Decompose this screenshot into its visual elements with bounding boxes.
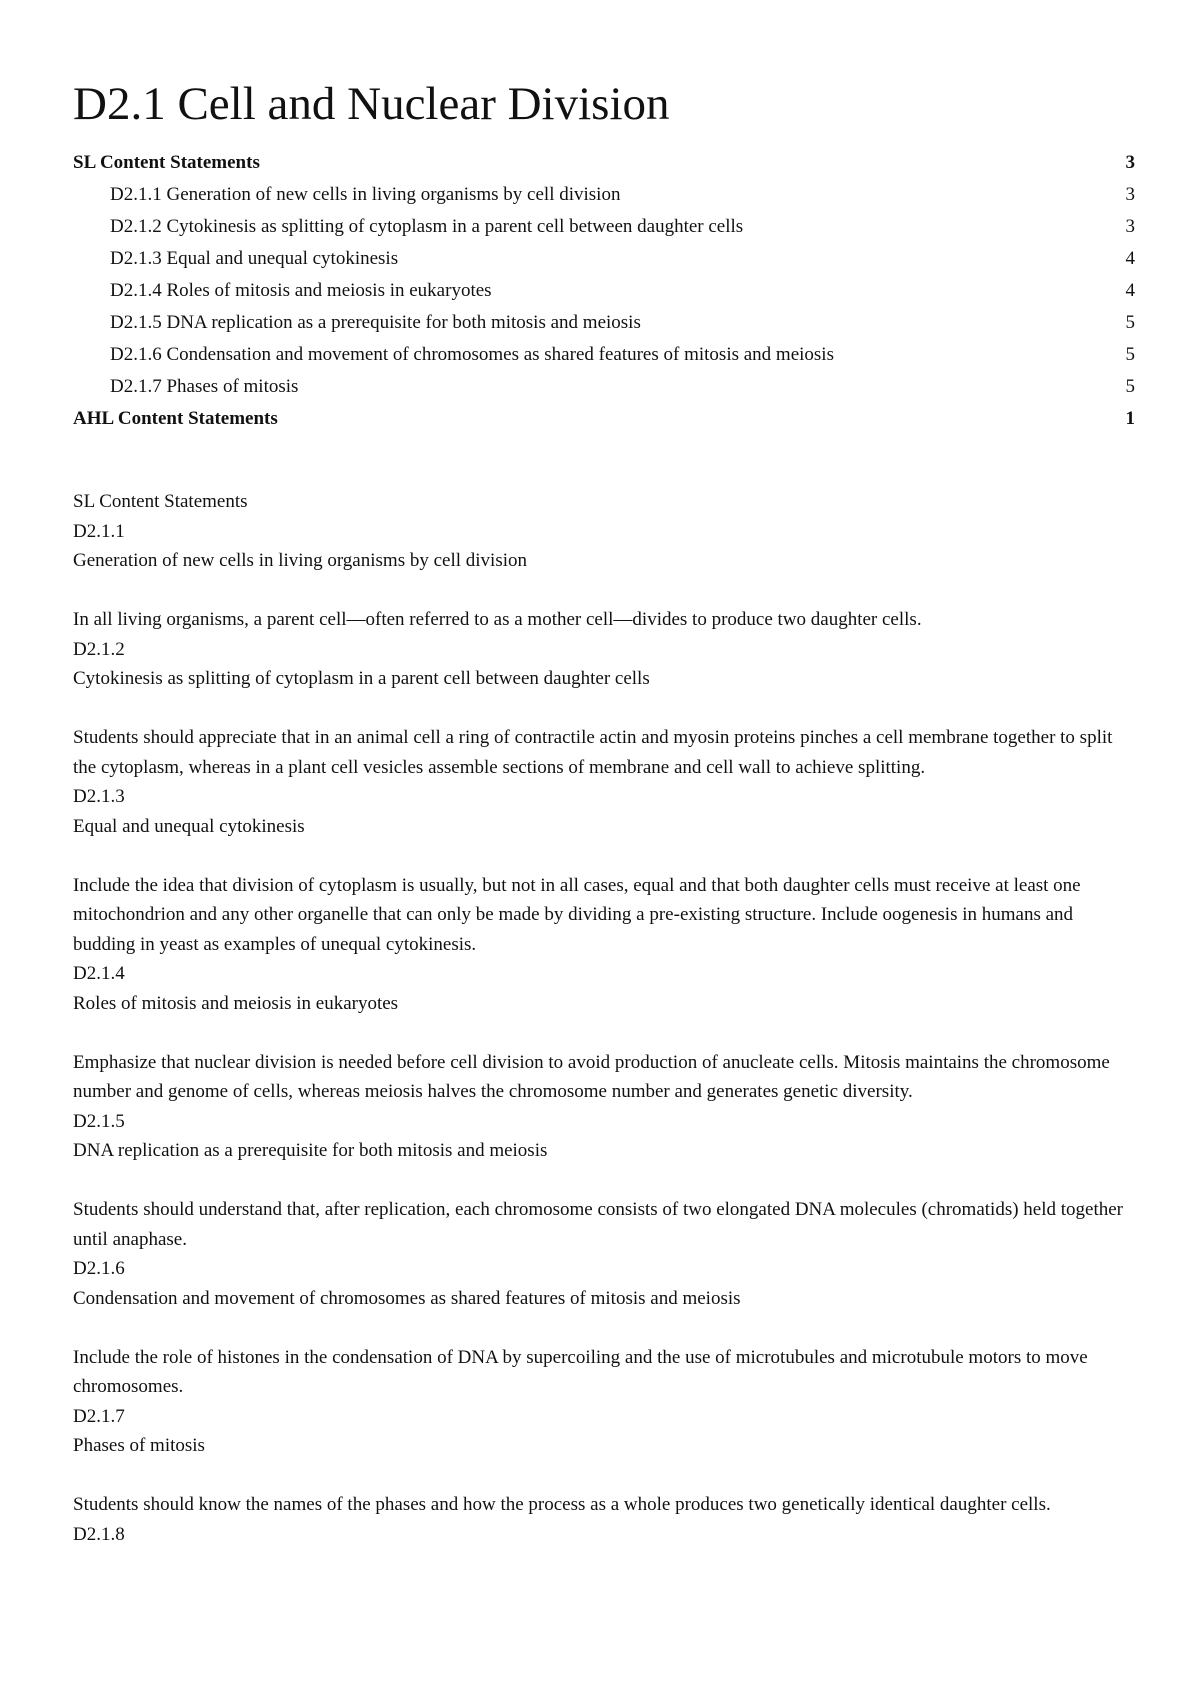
statement-title: Equal and unequal cytokinesis bbox=[73, 815, 305, 837]
toc-entry-page: 1 bbox=[1125, 408, 1135, 429]
statement-title: Roles of mitosis and meiosis in eukaryotes bbox=[73, 992, 399, 1014]
statement-title: Cytokinesis as splitting of cytoplasm in a parent cell between daughter cells bbox=[73, 668, 650, 689]
statement-d2-1-2 bbox=[73, 635, 1135, 783]
paragraph-gap bbox=[73, 841, 1135, 871]
toc-entry-page: 4 bbox=[1125, 280, 1135, 301]
paragraph-gap bbox=[73, 694, 1135, 724]
statement-d2-1-4 bbox=[73, 959, 1135, 1107]
toc-entry-d2-1-5[interactable] bbox=[73, 307, 1135, 339]
toc-entry-d2-1-1[interactable] bbox=[73, 179, 1135, 211]
toc-entry-label: AHL Content Statements bbox=[73, 408, 278, 429]
statement-code: D2.1.2 bbox=[73, 638, 125, 660]
statement-guidance: Emphasize that nuclear division is needed before cell division to avoid production of anucleate cells. Mitosis maintains the chromosome number and genome of cells, whereas meiosis halves the chromosome number and generates genetic diversity. bbox=[73, 1051, 1110, 1102]
paragraph-gap bbox=[73, 1018, 1135, 1048]
table-of-contents bbox=[73, 147, 1135, 435]
toc-entry-label: D2.1.3 Equal and unequal cytokinesis bbox=[110, 248, 399, 269]
toc-entry-page: 3 bbox=[1125, 152, 1135, 173]
statement-d2-1-6 bbox=[73, 1254, 1135, 1402]
statement-title: Condensation and movement of chromosomes as shared features of mitosis and meiosis bbox=[73, 1287, 741, 1309]
toc-entry-label: D2.1.4 Roles of mitosis and meiosis in eukaryotes bbox=[110, 280, 492, 301]
statement-d2-1-1 bbox=[73, 517, 1135, 635]
paragraph-gap bbox=[73, 1313, 1135, 1343]
statement-guidance: In all living organisms, a parent cell—often referred to as a mother cell—divides to produce two daughter cells. bbox=[73, 609, 922, 630]
toc-entry-page: 3 bbox=[1125, 184, 1135, 205]
toc-entry-label: D2.1.1 Generation of new cells in living organisms by cell division bbox=[110, 184, 621, 205]
toc-entry-label: D2.1.6 Condensation and movement of chromosomes as shared features of mitosis and meiosis bbox=[110, 344, 834, 365]
toc-entry-ahl-content-statements[interactable] bbox=[73, 403, 1135, 435]
paragraph-gap bbox=[73, 1166, 1135, 1196]
statement-code: D2.1.6 bbox=[73, 1258, 125, 1279]
toc-entry-page: 5 bbox=[1125, 312, 1135, 333]
statement-title: Generation of new cells in living organisms by cell division bbox=[73, 550, 527, 571]
document-title: D2.1 Cell and Nuclear Division bbox=[73, 78, 670, 130]
statement-guidance: Include the role of histones in the condensation of DNA by supercoiling and the use of microtubules and microtubule motors to move chromosomes. bbox=[73, 1346, 1088, 1397]
toc-entry-label: D2.1.5 DNA replication as a prerequisite for both mitosis and meiosis bbox=[110, 312, 641, 333]
statement-d2-1-5 bbox=[73, 1107, 1135, 1255]
statement-code: D2.1.8 bbox=[73, 1523, 125, 1545]
toc-entry-d2-1-6[interactable] bbox=[73, 339, 1135, 371]
toc-entry-d2-1-2[interactable] bbox=[73, 211, 1135, 243]
statement-guidance: Students should know the names of the phases and how the process as a whole produces two genetically identical daughter cells. bbox=[73, 1494, 1051, 1515]
statement-guidance: Students should understand that, after replication, each chromosome consists of two elongated DNA molecules (chromatids) held together until anaphase. bbox=[73, 1199, 1124, 1250]
statement-code: D2.1.7 bbox=[73, 1405, 125, 1427]
statement-guidance: Students should appreciate that in an animal cell a ring of contractile actin and myosin proteins pinches a cell membrane together to split the cytoplasm, whereas in a plant cell vesicles assemble sections of membrane and cell wall to achieve splitting. bbox=[73, 727, 1113, 778]
statement-d2-1-3 bbox=[73, 782, 1135, 959]
statement-guidance: Include the idea that division of cytoplasm is usually, but not in all cases, equal and that both daughter cells must receive at least one mitochondrion and any other organelle that can only be made by dividing a pre-existing structure. Include oogenesis in humans and budding in yeast as examples of unequal cytokinesis. bbox=[73, 874, 1081, 955]
toc-entry-label: D2.1.2 Cytokinesis as splitting of cytoplasm in a parent cell between daughter cells bbox=[110, 216, 744, 237]
statement-code: D2.1.3 bbox=[73, 786, 125, 807]
statement-title: Phases of mitosis bbox=[73, 1435, 205, 1456]
toc-entry-label: D2.1.7 Phases of mitosis bbox=[110, 376, 299, 397]
toc-entry-d2-1-4[interactable] bbox=[73, 275, 1135, 307]
toc-entry-page: 3 bbox=[1125, 216, 1135, 237]
statement-title: DNA replication as a prerequisite for both mitosis and meiosis bbox=[73, 1140, 548, 1161]
paragraph-gap bbox=[73, 1461, 1135, 1491]
statement-code: D2.1.4 bbox=[73, 963, 125, 984]
toc-entry-page: 5 bbox=[1125, 376, 1135, 397]
paragraph-gap bbox=[73, 576, 1135, 606]
section-heading: SL Content Statements bbox=[73, 491, 248, 512]
toc-entry-sl-content-statements[interactable] bbox=[73, 147, 1135, 179]
toc-entry-page: 5 bbox=[1125, 344, 1135, 365]
toc-entry-label: SL Content Statements bbox=[73, 152, 260, 173]
statement-code: D2.1.1 bbox=[73, 520, 125, 542]
toc-entry-d2-1-7[interactable] bbox=[73, 371, 1135, 403]
toc-entry-page: 4 bbox=[1125, 248, 1135, 269]
toc-entry-d2-1-3[interactable] bbox=[73, 243, 1135, 275]
document-body bbox=[73, 487, 1135, 1549]
statement-code: D2.1.5 bbox=[73, 1110, 125, 1132]
statement-d2-1-7 bbox=[73, 1402, 1135, 1520]
